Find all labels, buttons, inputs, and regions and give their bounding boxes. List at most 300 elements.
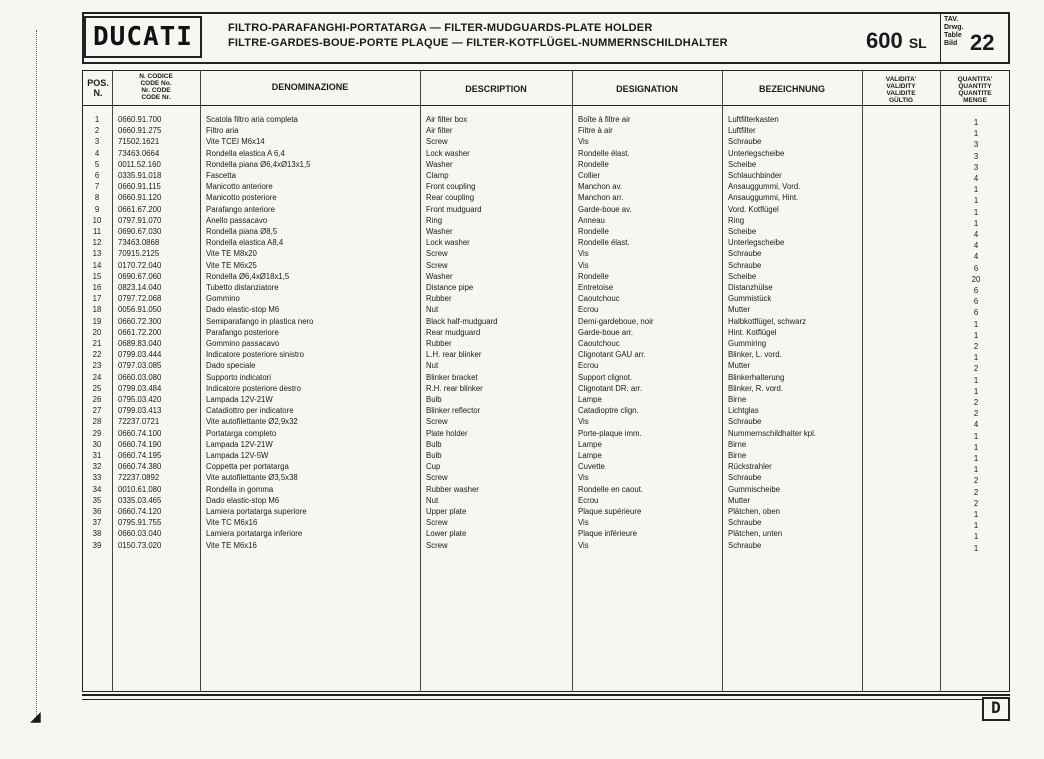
brand-logo-text: DUCATI [93, 22, 193, 52]
cell-code: 0690.67.030 [118, 227, 162, 236]
cell-bezeichnung: Schraube [728, 249, 762, 259]
cell-description: Front mudguard [426, 204, 482, 214]
cell-denominazione: Rondella elastica A8,4 [206, 238, 284, 248]
cell-designation: Ecrou [578, 495, 599, 505]
cell-denominazione: Lamiera portatarga superiore [206, 507, 307, 516]
cell-code: 0661.67.200 [118, 204, 162, 214]
cell-designation: Rondelle élast. [578, 148, 630, 158]
cell-bezeichnung: Luftfilterkasten [728, 115, 779, 124]
cell-designation: Plaque supérieure [578, 507, 642, 516]
cell-description: Bulb [426, 439, 442, 449]
brand-logo [84, 16, 202, 58]
cell-denominazione: Gommino passacavo [206, 339, 280, 348]
cell-code: 72237.0892 [118, 473, 160, 483]
cell-bezeichnung: Schraube [728, 417, 762, 427]
cell-designation: Vis [578, 473, 589, 483]
cell-bezeichnung: Rückstrahler [728, 462, 772, 472]
tav-label: TAV. [944, 16, 959, 23]
cell-code: 0795.03.420 [118, 395, 162, 404]
cell-bezeichnung: Schraube [728, 137, 762, 147]
cell-code: 73463.0664 [118, 148, 160, 158]
cell-description: Screw [426, 473, 448, 483]
cell-quantity: 4 [973, 420, 979, 430]
cell-denominazione: Lampada 12V-21W [206, 395, 273, 404]
cell-denominazione: Lamiera portatarga inferiore [206, 529, 303, 539]
cell-designation: Rondelle élast. [578, 238, 630, 248]
title-line-2: FILTRE-GARDES-BOUE-PORTE PLAQUE — FILTER-KOTFLÜGEL-NUMMERNSCHILDHALTER [228, 37, 728, 49]
cell-bezeichnung: Halbkotflügel, schwarz [728, 316, 807, 326]
cell-designation: Lampe [578, 395, 602, 404]
cell-denominazione: Catadiottro per indicatore [206, 406, 294, 416]
cell-bezeichnung: Schraube [728, 473, 762, 483]
cell-pos: 36 [92, 507, 102, 516]
cell-quantity: 1 [973, 207, 979, 217]
column-header-validity [862, 76, 940, 104]
cell-pos: 7 [94, 182, 100, 192]
column-header-quantity [940, 76, 1010, 104]
cell-pos: 27 [92, 406, 102, 416]
cell-quantity: 1 [973, 129, 979, 139]
cell-denominazione: Rondella Ø6,4xØ18x1,5 [206, 271, 290, 281]
cell-bezeichnung: Mutter [728, 305, 751, 315]
cell-description: Ring [426, 215, 443, 225]
cell-bezeichnung: Plätchen, unten [728, 529, 783, 539]
title-line-1: FILTRO-PARAFANGHI-PORTATARGA — FILTER-MUDGUARDS-PLATE HOLDER [228, 22, 653, 34]
tav-label: Drwg. [944, 24, 964, 31]
cell-pos: 30 [92, 439, 102, 449]
cell-pos: 15 [92, 271, 102, 281]
cell-denominazione: Dado elastic-stop M6 [206, 495, 280, 505]
cell-code: 0660.74.190 [118, 439, 162, 449]
cell-description: R.H. rear blinker [426, 383, 483, 393]
cell-code: 0799.03.413 [118, 406, 162, 416]
column-header-denominazione: DENOMINAZIONE [271, 82, 349, 92]
cell-bezeichnung: Scheibe [728, 271, 757, 281]
cell-quantity: 1 [973, 454, 979, 463]
cell-designation: Ecrou [578, 361, 599, 371]
cell-bezeichnung: Schraube [728, 260, 762, 270]
cell-quantity: 1 [973, 375, 979, 385]
cell-denominazione: Coppetta per portatarga [206, 462, 289, 472]
cell-code: 0660.74.380 [118, 462, 162, 472]
validity-header-line: VALIDITA' [885, 76, 917, 83]
cell-code: 0690.67.060 [118, 271, 162, 281]
cell-pos: 38 [92, 529, 102, 539]
cell-code: 0170.72.040 [118, 260, 162, 270]
cell-denominazione: Portatarga completo [206, 428, 277, 438]
cell-code: 72237.0721 [118, 417, 160, 427]
cell-code: 0660.03.080 [118, 372, 162, 382]
cell-code: 0660.91.115 [118, 182, 161, 192]
cell-code: 0660.74.100 [118, 428, 162, 438]
cell-quantity: 1 [973, 442, 979, 452]
cell-code: 0150.73.020 [118, 540, 162, 550]
cell-description: Front coupling [426, 182, 476, 192]
cell-bezeichnung: Gummistück [728, 294, 772, 304]
cell-bezeichnung: Gummiring [728, 339, 767, 348]
cell-description: Bulb [426, 451, 442, 460]
cell-designation: Porte-plaque imm. [578, 428, 642, 438]
cell-bezeichnung: Ansauggummi, Hint. [728, 193, 799, 203]
footer-brand-mark: D [982, 697, 1010, 721]
cell-description: Screw [426, 518, 448, 528]
cell-code: 0056.91.050 [118, 305, 162, 315]
cell-quantity: 4 [973, 230, 979, 239]
cell-denominazione: Rondella piana Ø8,5 [206, 227, 278, 236]
cell-code: 71502.1621 [118, 137, 160, 147]
cell-pos: 20 [92, 327, 102, 337]
cell-code: 0010.61.080 [118, 484, 162, 494]
cell-pos: 2 [94, 126, 100, 136]
cell-designation: Rondelle [578, 271, 609, 281]
cell-code: 0823.14.040 [118, 283, 162, 292]
cell-pos: 33 [92, 473, 102, 483]
cell-description: Upper plate [426, 507, 467, 516]
cell-description: Screw [426, 417, 448, 427]
cell-quantity: 2 [973, 487, 979, 497]
cell-pos: 5 [94, 159, 100, 169]
cell-pos: 9 [94, 204, 100, 214]
cell-pos: 26 [92, 395, 102, 404]
cell-quantity: 6 [973, 297, 979, 307]
cell-pos: 34 [92, 484, 102, 494]
cell-designation: Rondelle [578, 159, 609, 169]
cell-denominazione: Indicatore posteriore sinistro [206, 350, 304, 360]
cell-description: Washer [426, 271, 453, 281]
cell-designation: Lampe [578, 451, 602, 460]
cell-description: Cup [426, 462, 441, 472]
cell-designation: Caoutchouc [578, 339, 620, 348]
cell-quantity: 2 [973, 476, 979, 486]
validity-header-line: VALIDITY [886, 83, 916, 90]
column-header-pos: POS. N. [87, 78, 109, 98]
validity-header-line: GÜLTIG [888, 97, 914, 104]
cell-pos: 31 [92, 451, 102, 460]
model-number: 600 [866, 28, 903, 53]
cell-quantity: 2 [973, 498, 979, 508]
cell-pos: 24 [92, 372, 102, 382]
cell-code: 0011.52.160 [118, 159, 161, 169]
cell-bezeichnung: Schlauchbinder [728, 171, 782, 180]
cell-description: Washer [426, 227, 453, 236]
column-divider [722, 70, 723, 692]
cell-pos: 11 [92, 227, 102, 236]
cell-designation: Demi-gardeboue, noir [578, 316, 654, 326]
cell-designation: Support clignot. [578, 372, 633, 382]
cell-designation: Rondelle [578, 227, 609, 236]
cell-bezeichnung: Blinkerhalterung [728, 372, 785, 382]
code-header-line: CODE No. [140, 80, 172, 87]
column-divider [112, 70, 113, 692]
cell-denominazione: Scatola filtro aria completa [206, 115, 298, 124]
cell-pos: 37 [92, 518, 102, 528]
cell-denominazione: Semiparafango in plastica nero [206, 316, 314, 326]
cell-quantity: 1 [973, 465, 979, 475]
cell-designation: Caoutchouc [578, 294, 620, 304]
cell-code: 0335.03.465 [118, 495, 162, 505]
cell-denominazione: Lampada 12V-5W [206, 451, 269, 460]
cell-bezeichnung: Ansauggummi, Vord. [728, 182, 801, 192]
cell-designation: Clignotant DR. arr. [578, 383, 643, 393]
table-number-labels [944, 16, 963, 48]
cell-pos: 28 [92, 417, 102, 427]
cell-denominazione: Manicotto anteriore [206, 182, 273, 192]
cell-description: Clamp [426, 171, 449, 180]
code-header-line: Nr. CODE [141, 87, 171, 94]
cell-quantity: 1 [973, 196, 979, 206]
cell-description: Air filter box [426, 115, 468, 124]
cell-description: Blinker bracket [426, 372, 478, 382]
cell-quantity: 1 [973, 330, 979, 340]
cell-bezeichnung: Birne [728, 395, 747, 404]
cell-designation: Lampe [578, 439, 602, 449]
table-number: 22 [970, 30, 995, 55]
cell-code: 0797.91.070 [118, 215, 162, 225]
cell-pos: 39 [92, 540, 102, 550]
column-header-designation: DESIGNATION [616, 84, 678, 94]
cell-code: 0799.03.484 [118, 383, 162, 393]
cell-quantity: 4 [973, 252, 979, 262]
cell-code: 70915.2125 [118, 249, 160, 259]
cell-description: Lock washer [426, 148, 470, 158]
cell-pos: 12 [92, 238, 102, 248]
cell-quantity: 4 [973, 174, 979, 183]
column-divider [200, 70, 201, 692]
cell-bezeichnung: Unterlegscheibe [728, 148, 785, 158]
cell-code: 0660.74.195 [118, 451, 162, 460]
cell-quantity: 1 [973, 431, 979, 441]
column-header-bezeichnung: BEZEICHNUNG [758, 84, 825, 94]
cell-quantity: 1 [973, 386, 979, 396]
cell-denominazione: Vite autofilettante Ø2,9x32 [206, 417, 298, 427]
cell-description: Nut [426, 305, 439, 315]
cell-code: 0799.03.444 [118, 350, 162, 360]
cell-quantity: 1 [973, 353, 979, 363]
cell-quantity: 20 [971, 274, 981, 284]
cell-bezeichnung: Mutter [728, 495, 751, 505]
column-divider [862, 70, 863, 692]
cell-bezeichnung: Luftfilter [728, 126, 756, 136]
header-row-divider [82, 105, 1010, 106]
cell-code: 0660.74.120 [118, 507, 162, 516]
cell-denominazione: Indicatore posteriore destro [206, 383, 301, 393]
cell-designation: Boîte à filtre air [578, 115, 631, 124]
cell-bezeichnung: Gummischeibe [728, 484, 780, 494]
cell-pos: 23 [92, 361, 102, 371]
cell-designation: Vis [578, 260, 589, 270]
cell-denominazione: Dado elastic-stop M6 [206, 305, 280, 315]
cell-quantity: 4 [973, 241, 979, 251]
cell-description: Rubber [426, 339, 452, 348]
cell-bezeichnung: Hint. Kotflügel [728, 327, 777, 337]
cell-pos: 18 [92, 305, 102, 315]
cell-designation: Rondelle en caout. [578, 484, 644, 494]
cell-denominazione: Parafango posteriore [206, 327, 279, 337]
margin-binding-line [36, 30, 37, 720]
cell-denominazione: Rondella piana Ø6,4xØ13x1,5 [206, 159, 311, 169]
model-suffix: SL [908, 35, 927, 51]
cell-denominazione: Fascetta [206, 171, 236, 180]
cell-denominazione: Dado speciale [206, 361, 256, 371]
cell-denominazione: Anello passacavo [206, 215, 268, 225]
model-label [866, 28, 927, 54]
cell-bezeichnung: Ring [728, 215, 745, 225]
column-header-description: DESCRIPTION [465, 84, 527, 94]
cell-pos: 19 [92, 316, 102, 326]
cell-bezeichnung: Plätchen, oben [728, 507, 781, 516]
cell-description: Screw [426, 137, 448, 147]
cell-denominazione: Parafango anteriore [206, 204, 275, 214]
cell-denominazione: Rondella in gomma [206, 484, 274, 494]
cell-designation: Entretoise [578, 283, 614, 292]
cell-code: 0660.03.040 [118, 529, 162, 539]
cell-designation: Anneau [578, 215, 605, 225]
cell-pos: 35 [92, 495, 102, 505]
cell-code: 0797.72.068 [118, 294, 162, 304]
cell-bezeichnung: Blinker, L. vord. [728, 350, 782, 360]
cell-designation: Manchon arr. [578, 193, 624, 203]
cell-quantity: 6 [973, 263, 979, 273]
cell-code: 0660.72.300 [118, 316, 162, 326]
cell-code: 73463.0868 [118, 238, 160, 248]
cell-bezeichnung: Mutter [728, 361, 751, 371]
cell-designation: Collier [578, 171, 601, 180]
cell-denominazione: Tubetto distanziatore [206, 283, 279, 292]
cell-denominazione: Vite TE M6x16 [206, 540, 257, 550]
cell-description: Lock washer [426, 238, 470, 248]
cell-denominazione: Gommino [206, 294, 240, 304]
cell-quantity: 1 [973, 218, 979, 228]
cell-description: Nut [426, 361, 439, 371]
quantity-header-line: QUANTITE [958, 90, 992, 97]
cell-bezeichnung: Distanzhülse [728, 283, 773, 292]
footer-rule [82, 694, 1010, 696]
cell-pos: 1 [94, 115, 100, 124]
cell-designation: Vis [578, 540, 589, 550]
cell-description: Black half-mudguard [426, 316, 498, 326]
quantity-header-line: MENGE [963, 97, 987, 104]
cell-description: L.H. rear blinker [426, 350, 482, 360]
cell-designation: Vis [578, 249, 589, 259]
cell-pos: 8 [94, 193, 100, 203]
cell-quantity: 2 [973, 364, 979, 374]
cell-description: Screw [426, 260, 448, 270]
cell-bezeichnung: Schraube [728, 518, 762, 528]
cell-quantity: 6 [973, 286, 979, 295]
cell-code: 0335.91.018 [118, 171, 162, 180]
cell-bezeichnung: Lichtglas [728, 406, 759, 416]
cell-description: Rear mudguard [426, 327, 481, 337]
cell-designation: Ecrou [578, 305, 599, 315]
cell-denominazione: Filtro aria [206, 126, 239, 136]
cell-description: Air filter [426, 126, 453, 136]
cell-denominazione: Supporto indicatori [206, 372, 272, 382]
cell-designation: Plaque inférieure [578, 529, 637, 539]
cell-pos: 13 [92, 249, 102, 259]
cell-designation: Catadioptre clign. [578, 406, 639, 416]
cell-code: 0689.83.040 [118, 339, 162, 348]
cell-designation: Cuvette [578, 462, 605, 472]
cell-denominazione: Vite TCEI M6x14 [206, 137, 265, 147]
cell-denominazione: Vite TE M6x25 [206, 260, 257, 270]
cell-description: Rubber washer [426, 484, 479, 494]
cell-designation: Manchon av. [578, 182, 623, 192]
cell-description: Bulb [426, 395, 442, 404]
cell-code: 0660.91.700 [118, 115, 162, 124]
cell-denominazione: Rondella elastica A 6,4 [206, 148, 285, 158]
cell-bezeichnung: Birne [728, 439, 747, 449]
cell-code: 0797.03.085 [118, 361, 162, 371]
cell-pos: 17 [92, 294, 102, 304]
column-divider [420, 70, 421, 692]
cell-denominazione: Vite TC M6x16 [206, 518, 258, 528]
cell-pos: 3 [94, 137, 100, 147]
code-header-line: CODE Nr. [141, 94, 171, 101]
cell-designation: Filtre à air [578, 126, 613, 136]
cell-bezeichnung: Nummernschildhalter kpl. [728, 428, 816, 438]
column-header-code [112, 73, 200, 101]
cell-bezeichnung: Scheibe [728, 159, 757, 169]
cell-code: 0660.91.120 [118, 193, 162, 203]
cell-code: 0660.91.275 [118, 126, 162, 136]
cell-code: 0661.72.200 [118, 327, 162, 337]
cell-description: Rubber [426, 294, 452, 304]
cell-pos: 6 [94, 171, 100, 180]
code-header-line: N. CODICE [139, 73, 173, 80]
cell-description: Screw [426, 249, 448, 259]
cell-denominazione: Vite TE M8x20 [206, 249, 257, 259]
cell-quantity: 3 [973, 162, 979, 172]
cell-pos: 32 [92, 462, 102, 472]
validity-header-line: VALIDITE [886, 90, 916, 97]
cell-pos: 22 [92, 350, 102, 360]
cell-quantity: 1 [973, 521, 979, 531]
cell-quantity: 6 [973, 308, 979, 318]
quantity-header-line: QUANTITY [958, 83, 992, 90]
cell-description: Lower plate [426, 529, 467, 539]
tav-label: Table [944, 32, 962, 39]
cell-bezeichnung: Blinker, R. vord. [728, 383, 784, 393]
cell-denominazione: Vite autofilettante Ø3,5x38 [206, 473, 298, 483]
cell-quantity: 1 [973, 510, 979, 519]
cell-pos: 25 [92, 383, 102, 393]
cell-quantity: 1 [973, 319, 979, 329]
cell-description: Blinker reflector [426, 406, 481, 416]
cell-denominazione: Manicotto posteriore [206, 193, 277, 203]
cell-description: Washer [426, 159, 453, 169]
cell-designation: Vis [578, 137, 589, 147]
cell-code: 0795.91.755 [118, 518, 162, 528]
cell-designation: Clignotant GAU arr. [578, 350, 646, 360]
cell-bezeichnung: Unterlegscheibe [728, 238, 785, 248]
column-divider [940, 70, 941, 692]
cell-description: Plate holder [426, 428, 468, 438]
tav-label: Bild [944, 40, 958, 47]
cell-designation: Vis [578, 518, 589, 528]
cell-pos: 29 [92, 428, 102, 438]
cell-quantity: 1 [973, 543, 979, 553]
cell-designation: Garde-boue av. [578, 204, 632, 214]
cell-designation: Vis [578, 417, 589, 427]
cell-quantity: 1 [973, 118, 979, 127]
footer-rule-thin [82, 699, 982, 700]
cell-description: Screw [426, 540, 448, 550]
cell-description: Nut [426, 495, 439, 505]
quantity-header-line: QUANTITA' [957, 76, 993, 83]
cell-denominazione: Lampada 12V-21W [206, 439, 273, 449]
cell-designation: Garde-boue arr. [578, 327, 634, 337]
cell-pos: 16 [92, 283, 102, 292]
